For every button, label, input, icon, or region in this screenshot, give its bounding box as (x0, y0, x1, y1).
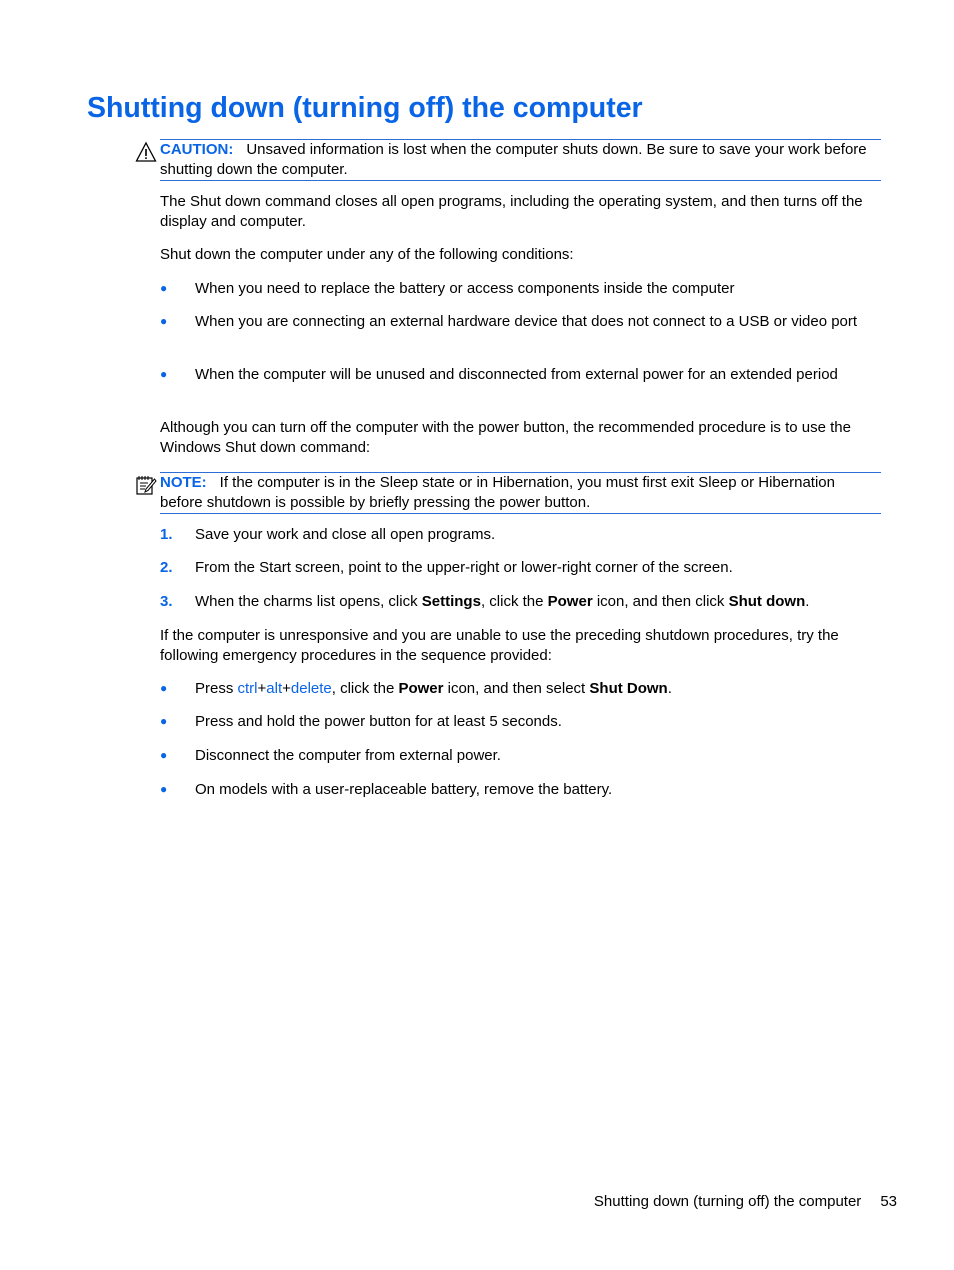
note-box (160, 472, 881, 514)
caution-box (160, 139, 881, 181)
alt-key-link[interactable]: alt (266, 680, 283, 697)
step-item (160, 525, 881, 545)
note-pad-icon (135, 474, 157, 496)
bullet: ● (160, 681, 168, 695)
footer-section-title: Shutting down (turning off) the computer (593, 1193, 862, 1210)
conditions-intro: Shut down the computer under any of the following conditions: (160, 246, 574, 263)
caution-label: CAUTION: (160, 141, 234, 158)
shut-down-term: Shut down (728, 593, 806, 610)
list-text-part: . (667, 680, 672, 697)
settings-term: Settings (421, 593, 481, 610)
step-text: Save your work and close all open programs. (195, 526, 496, 543)
list-text-part: Press (195, 680, 238, 697)
step-item (160, 558, 881, 578)
list-item-text: Disconnect the computer from external power. (195, 747, 501, 764)
list-text-part: icon, and then select (443, 680, 590, 697)
step-text-part: When the charms list opens, click (195, 593, 422, 610)
plus-sign: + (257, 680, 267, 697)
page-footer (594, 1192, 897, 1212)
list-item (160, 746, 881, 766)
bullet: ● (160, 281, 168, 295)
bullet: ● (160, 714, 168, 728)
step-item (160, 592, 881, 612)
list-item-text: When the computer will be unused and disconnected from external power for an extended period (195, 366, 838, 383)
power-term: Power (547, 593, 593, 610)
emergency-intro: If the computer is unresponsive and you are unable to use the preceding shutdown procedures, try the following emergency procedures in the sequence provided: (160, 627, 839, 664)
step-text-part: , click the (480, 593, 548, 610)
list-item (160, 780, 881, 800)
list-item-text: When you are connecting an external hardware device that does not connect to a USB or video port (195, 313, 858, 330)
list-item (160, 312, 881, 332)
list-item (160, 712, 881, 732)
step-text-part: icon, and then click (592, 593, 729, 610)
step-number: 3. (160, 593, 173, 610)
bullet: ● (160, 314, 168, 328)
page-number: 53 (880, 1193, 897, 1210)
plus-sign: + (282, 680, 291, 697)
step-text-part: . (805, 593, 810, 610)
shut-down-term: Shut Down (589, 680, 668, 697)
bullet: ● (160, 367, 168, 381)
list-item (160, 279, 881, 299)
step-text (195, 592, 881, 612)
list-item-text: Press and hold the power button for at least 5 seconds. (195, 713, 562, 730)
power-term: Power (398, 680, 444, 697)
note-label: NOTE: (160, 474, 207, 491)
recommend-paragraph: Although you can turn off the computer with the power button, the recommended procedure is to use the Windows Shut down command: (160, 419, 851, 456)
list-item (160, 679, 881, 699)
list-text-part: , click the (331, 680, 399, 697)
list-item-text: When you need to replace the battery or access components inside the computer (195, 280, 735, 297)
delete-key-link[interactable]: delete (290, 680, 332, 697)
ctrl-key-link[interactable]: ctrl (237, 680, 258, 697)
note-text: If the computer is in the Sleep state or in Hibernation, you must first exit Sleep or Hibernation before shutdown is possible by briefly pressing the power button. (160, 474, 835, 511)
list-item-text (195, 679, 881, 699)
list-item-text: On models with a user-replaceable battery, remove the battery. (195, 781, 613, 798)
step-text: From the Start screen, point to the upper-right or lower-right corner of the screen. (195, 559, 733, 576)
caution-text: Unsaved information is lost when the computer shuts down. Be sure to save your work before shutting down the computer. (160, 141, 867, 178)
warning-triangle-icon (135, 141, 157, 163)
step-number: 1. (160, 526, 173, 543)
page-title: Shutting down (turning off) the computer (87, 92, 643, 124)
intro-paragraph: The Shut down command closes all open programs, including the operating system, and then turns off the display and computer. (160, 193, 863, 230)
list-item (160, 365, 881, 385)
bullet: ● (160, 782, 168, 796)
step-number: 2. (160, 559, 173, 576)
bullet: ● (160, 748, 168, 762)
